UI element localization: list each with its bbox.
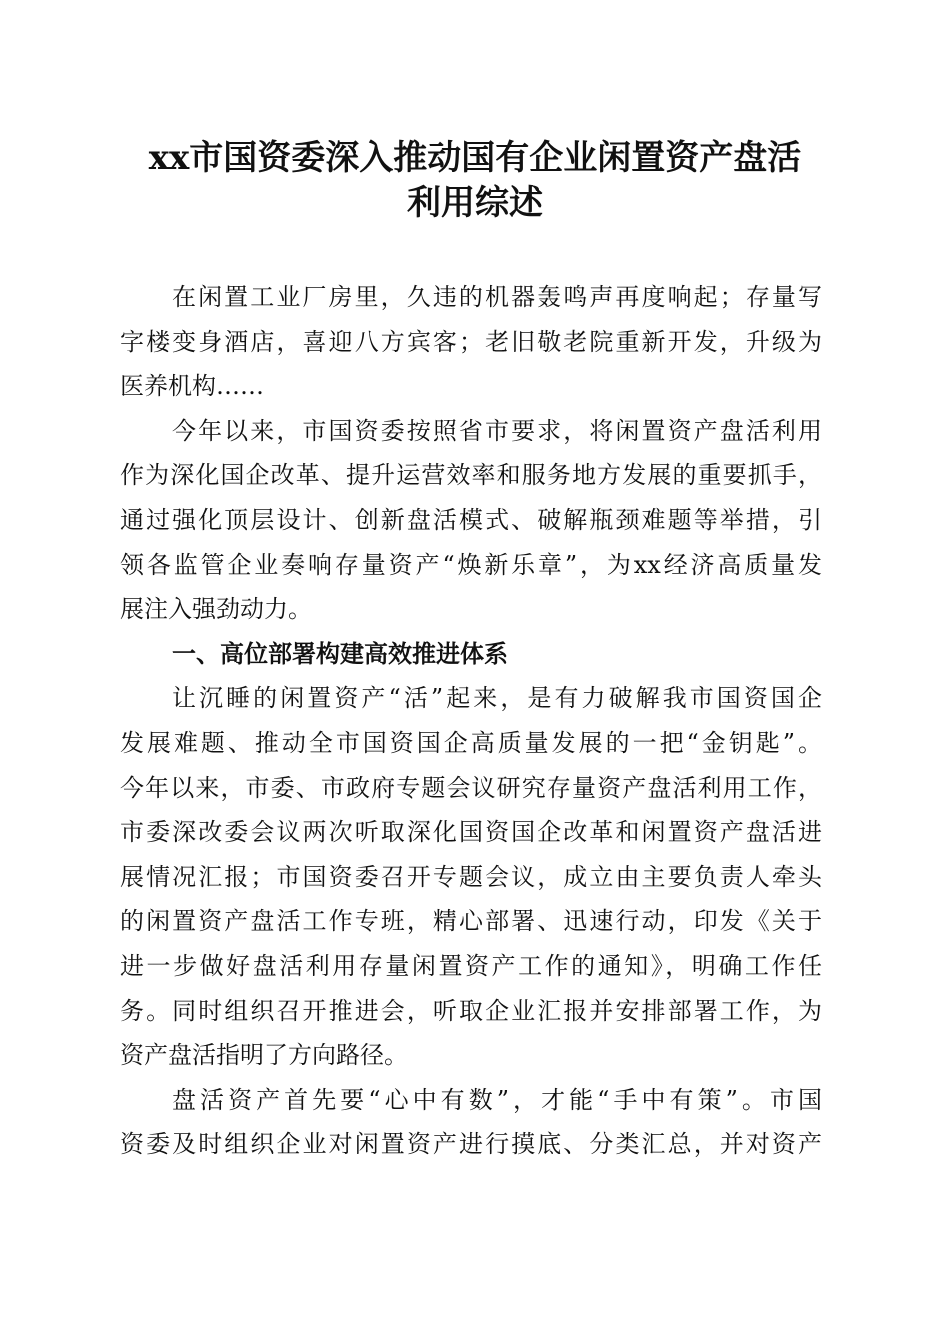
paragraph	[120, 676, 822, 1077]
paragraph-line: 今年以来，市委、市政府专题会议研究存量资产盘活利用工作，	[120, 773, 822, 802]
paragraph-line: 领各监管企业奏响存量资产“焕新乐章”，为xx经济高质量发	[120, 550, 822, 579]
paragraph-line: 展情况汇报；市国资委召开专题会议，成立由主要负责人牵头	[120, 862, 822, 891]
document-body	[120, 275, 822, 1167]
paragraph-line: 进一步做好盘活利用存量闲置资产工作的通知》，明确工作任	[120, 951, 822, 980]
paragraph-line: 务。同时组织召开推进会，听取企业汇报并安排部署工作，为	[120, 996, 822, 1025]
title-line-2: 利用综述	[407, 183, 543, 223]
paragraph-line: 作为深化国企改革、提升运营效率和服务地方发展的重要抓手，	[120, 461, 822, 490]
title-line-1: xx市国资委深入推动国有企业闲置资产盘活	[148, 138, 802, 178]
paragraph-line: 在闲置工业厂房里，久违的机器轰鸣声再度响起；存量写	[172, 283, 822, 311]
paragraph	[120, 409, 822, 632]
section-heading	[120, 632, 822, 677]
paragraph-line: 医养机构……	[120, 372, 264, 401]
paragraph-line: 通过强化顶层设计、创新盘活模式、破解瓶颈难题等举措，引	[120, 505, 822, 534]
paragraph-line: 资委及时组织企业对闲置资产进行摸底、分类汇总，并对资产	[120, 1130, 822, 1159]
paragraph	[120, 1078, 822, 1167]
paragraph	[120, 275, 822, 409]
paragraph-line: 字楼变身酒店，喜迎八方宾客；老旧敬老院重新开发，升级为	[120, 327, 822, 356]
document-title	[100, 136, 850, 226]
paragraph-line: 市委深改委会议两次听取深化国资国企改革和闲置资产盘活进	[120, 818, 822, 847]
paragraph-line: 让沉睡的闲置资产“活”起来，是有力破解我市国资国企	[172, 684, 822, 713]
paragraph-line: 发展难题、推动全市国资国企高质量发展的一把“金钥匙”。	[120, 728, 822, 757]
paragraph-line: 盘活资产首先要“心中有数”，才能“手中有策”。市国	[172, 1085, 822, 1114]
paragraph-line: 今年以来，市国资委按照省市要求，将闲置资产盘活利用	[172, 416, 822, 445]
paragraph-line: 的闲置资产盘活工作专班，精心部署、迅速行动，印发《关于	[120, 907, 822, 936]
paragraph-line: 资产盘活指明了方向路径。	[120, 1041, 408, 1070]
paragraph-line: 展注入强劲动力。	[120, 595, 312, 624]
heading-text: 一、高位部署构建高效推进体系	[172, 639, 508, 668]
